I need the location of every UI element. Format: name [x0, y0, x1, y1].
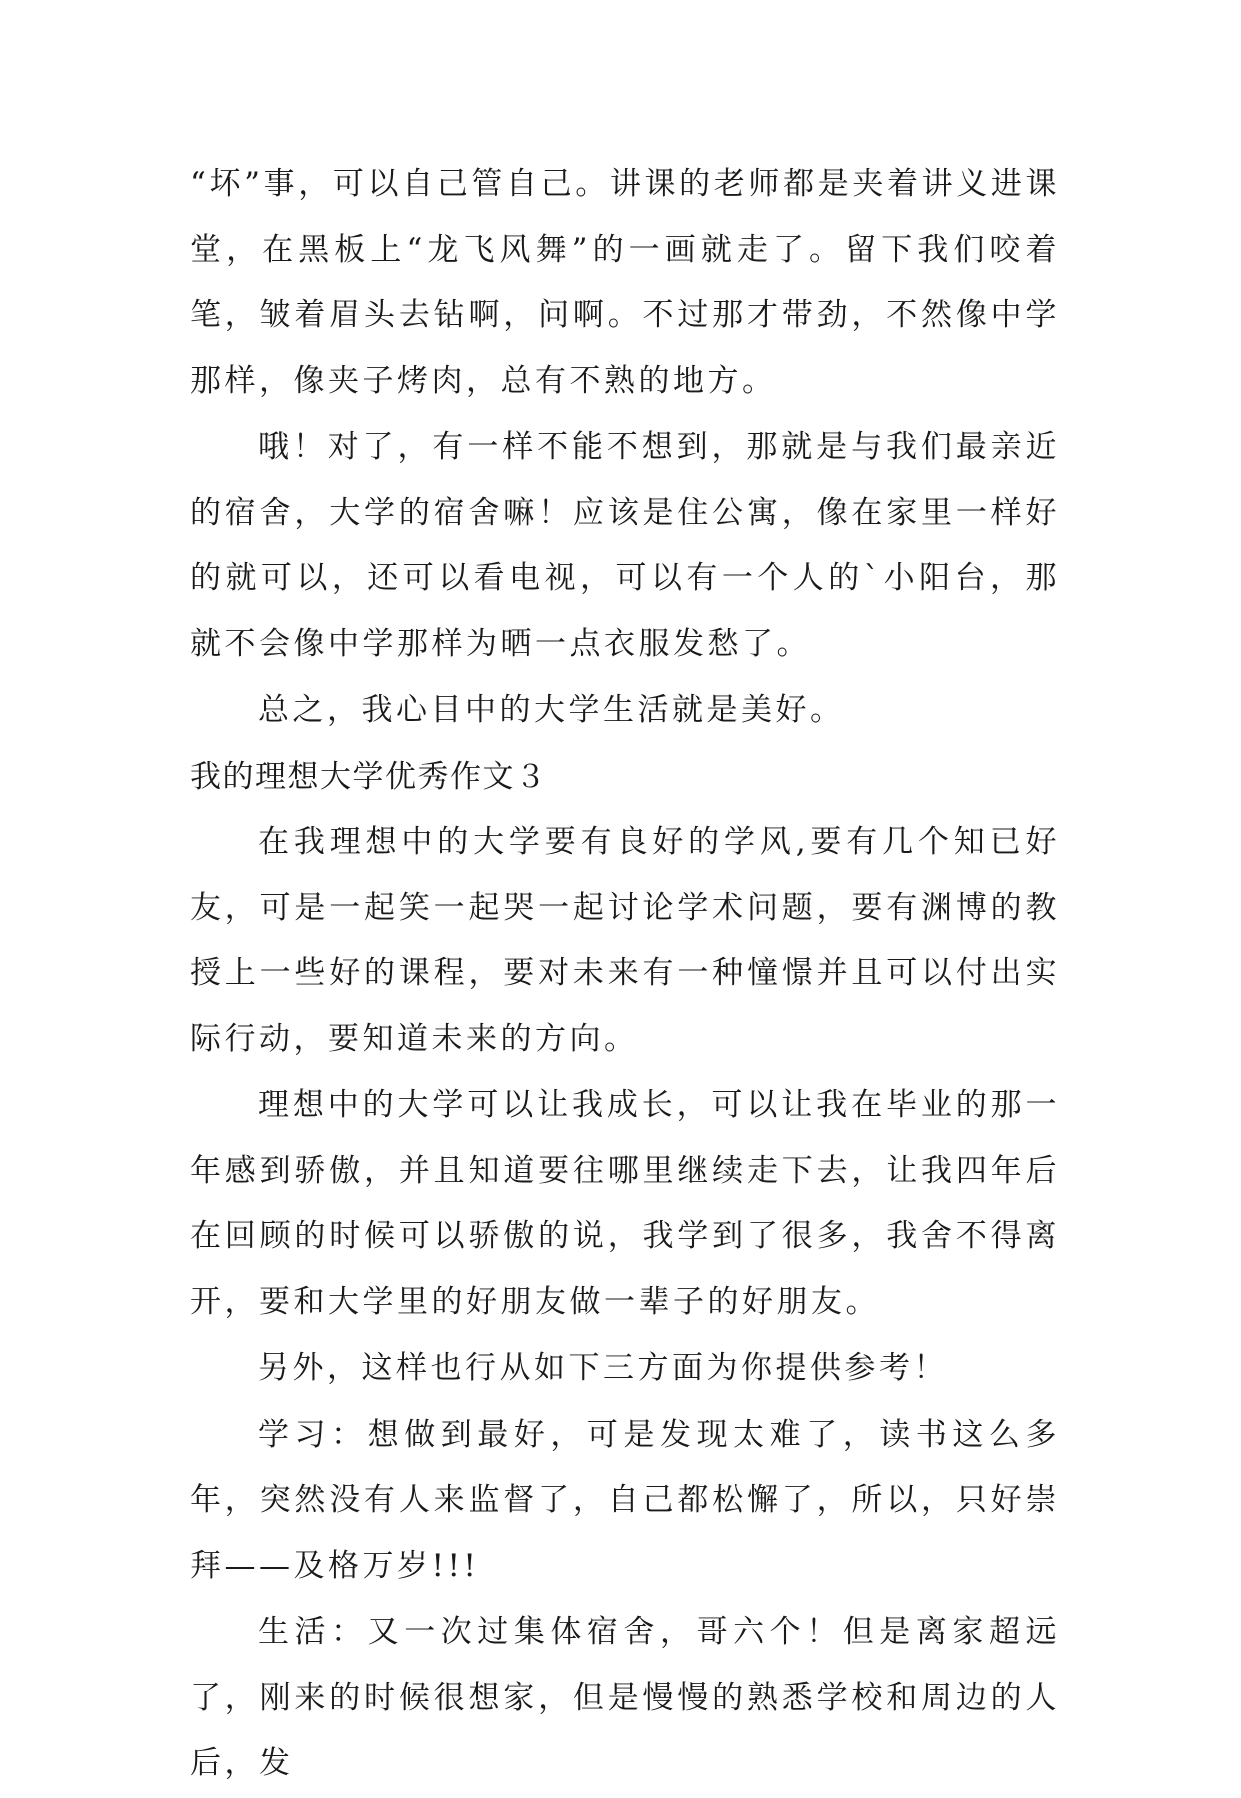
paragraph-study: 学习：想做到最好，可是发现太难了，读书这么多年，突然没有人来监督了，自己都松懈了，所以，只好崇拜——及格万岁!!! — [190, 1416, 1060, 1584]
paragraph-ideal-university: 在我理想中的大学要有良好的学风,要有几个知已好友，可是一起笑一起哭一起讨论学术问题，要有渊博的教授上一些好的课程，要对未来有一种憧憬并且可以付出实际行动，要知道未来的方向。 — [190, 824, 1060, 1057]
essay-heading: 我的理想大学优秀作文３ — [190, 758, 548, 795]
paragraph-dormitory: 哦！对了，有一样不能不想到，那就是与我们最亲近的宿舍，大学的宿舍嘛！应该是住公寓，像在家里一样好的就可以，还可以看电视，可以有一个人的`小阳台，那就不会像中学那样为晒一点衣服发愁了。 — [190, 429, 1060, 662]
document-body — [190, 152, 1060, 1798]
paragraph-growth: 理想中的大学可以让我成长，可以让我在毕业的那一年感到骄傲，并且知道要往哪里继续走下去，让我四年后在回顾的时候可以骄傲的说，我学到了很多，我舍不得离开，要和大学里的好朋友做一辈子的好朋友。 — [190, 1087, 1060, 1320]
paragraph-summary: 总之，我心目中的大学生活就是美好。 — [258, 692, 845, 728]
paragraph-continued: “坏”事，可以自己管自己。讲课的老师都是夹着讲义进课堂，在黑板上“龙飞风舞”的一画就走了。留下我们咬着笔，皱着眉头去钻啊，问啊。不过那才带劲，不然像中学那样，像夹子烤肉，总有不熟的地方。 — [190, 166, 1060, 399]
paragraph-life: 生活：又一次过集体宿舍，哥六个！但是离家超远了，刚来的时候很想家，但是慢慢的熟悉学校和周边的人后，发 — [190, 1614, 1060, 1781]
paragraph-aspects-intro: 另外，这样也行从如下三方面为你提供参考！ — [258, 1350, 948, 1386]
